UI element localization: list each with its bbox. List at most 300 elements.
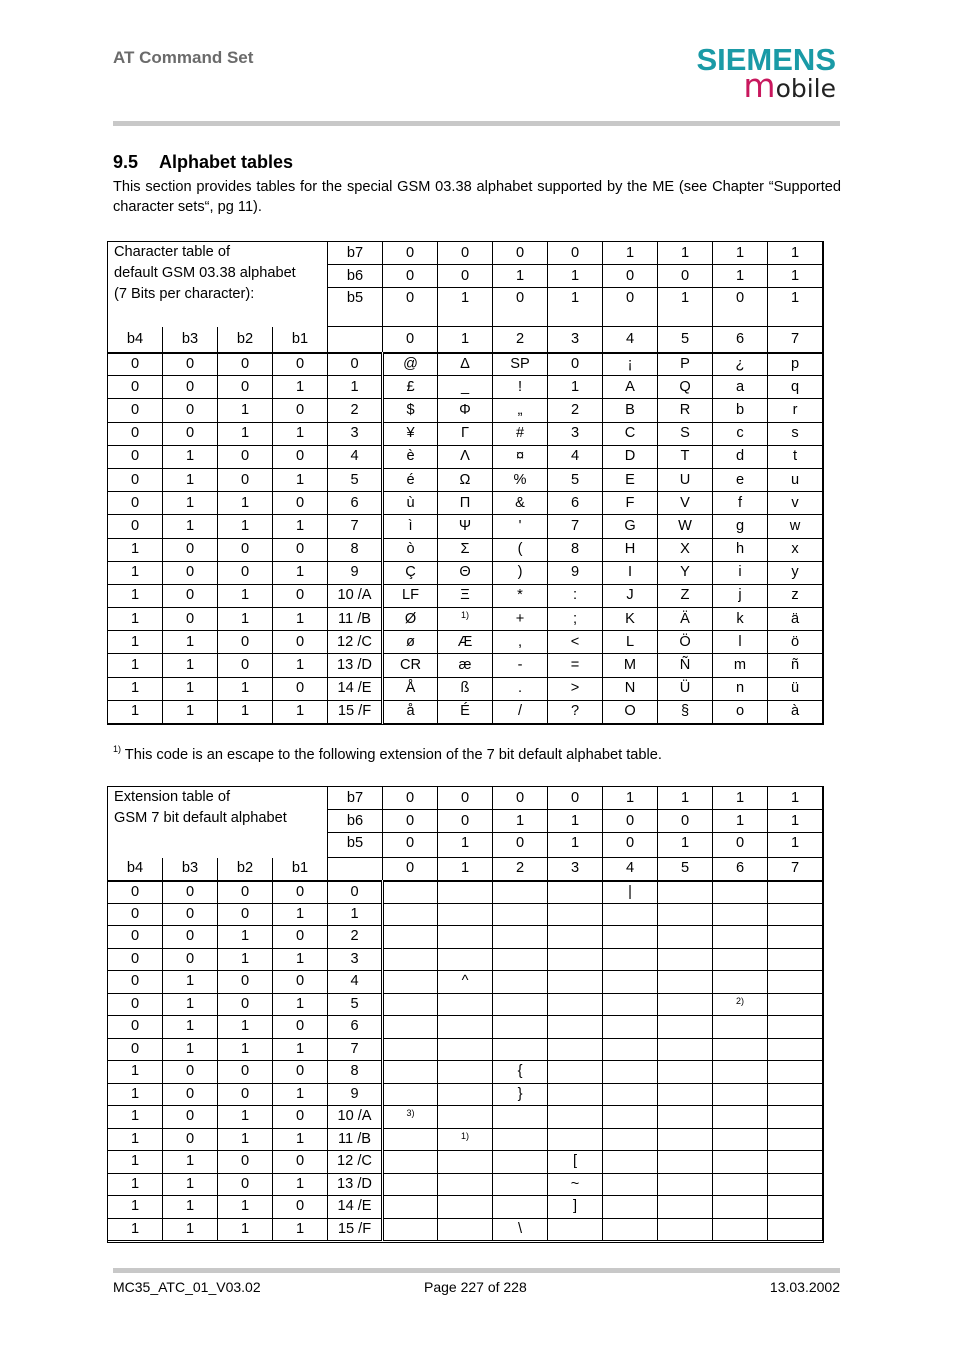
table-cell: \ (493, 1218, 548, 1241)
table-cell: s (768, 422, 823, 445)
table-cell: 5 (548, 468, 603, 491)
column-header-cell: 7 (768, 858, 823, 881)
table-cell: ß (438, 677, 493, 700)
bit-cell: 1 (438, 833, 493, 858)
table-cell (658, 971, 713, 994)
footnote-mark: 3) (406, 1108, 415, 1118)
table-cell: M (603, 654, 658, 677)
table-cell: % (493, 468, 548, 491)
table-row (108, 1196, 823, 1219)
column-header-cell: 2 (493, 858, 548, 881)
table-cell: 1 (218, 515, 273, 538)
table-cell (493, 993, 548, 1016)
bit-cell: 1 (768, 787, 823, 810)
table-cell: 0 (218, 881, 273, 904)
table-cell: 4 (548, 445, 603, 468)
table-cell (548, 881, 603, 904)
table-cell (658, 1196, 713, 1219)
logo-brand: SIEMENS (696, 42, 836, 77)
table-cell: 0 (218, 468, 273, 491)
table-cell: 1 (218, 1128, 273, 1151)
table-cell (713, 1218, 768, 1241)
table-cell: 0 (273, 492, 328, 515)
table-cell: J (603, 584, 658, 607)
table-cell (768, 903, 823, 926)
bit-cell: 1 (658, 242, 713, 265)
bit-cell: 0 (438, 810, 493, 833)
table-cell (768, 1016, 823, 1039)
table-cell (713, 1151, 768, 1174)
table-cell: 0 (108, 1038, 163, 1061)
table-label-line: (7 Bits per character): (114, 286, 255, 302)
table-cell: 1 (163, 1151, 218, 1174)
table-cell (658, 1128, 713, 1151)
table-cell (493, 1173, 548, 1196)
table-row (108, 1106, 823, 1129)
table-cell: A (603, 376, 658, 399)
table-row (108, 561, 823, 584)
table-cell (713, 948, 768, 971)
table-cell: 1 (108, 608, 163, 631)
table-cell (658, 993, 713, 1016)
table-cell (603, 993, 658, 1016)
table-cell: 0 (108, 993, 163, 1016)
table-cell: ¿ (713, 353, 768, 376)
table-cell: } (493, 1083, 548, 1106)
bit-cell: 1 (713, 810, 768, 833)
table-cell: 0 (273, 399, 328, 422)
table-cell: 1 (273, 515, 328, 538)
table-cell: 1 (163, 971, 218, 994)
table-cell (383, 881, 438, 904)
table-cell (713, 1128, 768, 1151)
table-cell: a (713, 376, 768, 399)
table-cell: 1 (163, 1218, 218, 1241)
table-cell (603, 1218, 658, 1241)
table-cell: 1 (328, 376, 383, 399)
table-cell (713, 993, 768, 1016)
table-cell: 1 (273, 993, 328, 1016)
table-cell: 1 (273, 700, 328, 723)
table-cell: Ç (383, 561, 438, 584)
table-cell: Σ (438, 538, 493, 561)
table-cell: Γ (438, 422, 493, 445)
table-cell: 1 (273, 1128, 328, 1151)
table-cell: 1 (163, 1038, 218, 1061)
table-cell (603, 1128, 658, 1151)
table-cell: Φ (438, 399, 493, 422)
table-cell: 1 (108, 561, 163, 584)
column-header-row (108, 858, 823, 881)
table-cell (383, 1016, 438, 1039)
table-cell: i (713, 561, 768, 584)
table-cell: Ω (438, 468, 493, 491)
table-cell: 0 (218, 538, 273, 561)
table-cell (548, 993, 603, 1016)
table-cell: 0 (273, 353, 328, 376)
table-cell: 1 (218, 584, 273, 607)
table-cell: > (548, 677, 603, 700)
table-cell: b (713, 399, 768, 422)
table-cell (493, 1196, 548, 1219)
footer-rule (113, 1268, 840, 1273)
table-cell: # (493, 422, 548, 445)
table-label (108, 242, 328, 327)
bit-cell: 0 (493, 242, 548, 265)
table-cell: R (658, 399, 713, 422)
table-cell (493, 903, 548, 926)
table-cell (383, 926, 438, 949)
table-cell (768, 948, 823, 971)
table-cell: o (713, 700, 768, 723)
table-cell: 1 (163, 492, 218, 515)
column-header-cell: 3 (548, 858, 603, 881)
table-cell (383, 903, 438, 926)
table-cell: 1 (218, 1106, 273, 1129)
table-cell: 1 (108, 1151, 163, 1174)
table-cell: 1 (218, 608, 273, 631)
bit-cell: 0 (438, 265, 493, 288)
table-cell: 0 (218, 445, 273, 468)
table-cell (493, 1128, 548, 1151)
table-cell: ö (768, 631, 823, 654)
bit-cell: 0 (658, 265, 713, 288)
table-cell (658, 1106, 713, 1129)
table-cell (768, 971, 823, 994)
column-header-cell: 3 (548, 327, 603, 353)
table-cell (383, 1196, 438, 1219)
table-cell: 0 (163, 1061, 218, 1084)
table-cell: Ü (658, 677, 713, 700)
default-alphabet-table (107, 241, 823, 724)
table-cell (713, 1061, 768, 1084)
bit-cell: 1 (548, 265, 603, 288)
table-cell: 0 (273, 926, 328, 949)
table-cell: _ (438, 376, 493, 399)
table-cell (548, 971, 603, 994)
table-cell: Θ (438, 561, 493, 584)
table-cell: H (603, 538, 658, 561)
table-cell (438, 948, 493, 971)
table-cell: 1 (108, 654, 163, 677)
table-cell (438, 1061, 493, 1084)
column-header-cell (328, 858, 383, 881)
bit-row-b7 (108, 242, 823, 265)
table-cell: 0 (218, 376, 273, 399)
table-cell: 0 (163, 881, 218, 904)
table-cell: 0 (163, 584, 218, 607)
table-cell: 1 (218, 1218, 273, 1241)
table-cell: 1 (108, 1083, 163, 1106)
table-cell: p (768, 353, 823, 376)
table-cell (603, 1106, 658, 1129)
table-label-line: Character table of (114, 244, 231, 260)
bit-cell: 1 (548, 833, 603, 858)
table-cell: $ (383, 399, 438, 422)
table-cell: 4 (328, 445, 383, 468)
table-cell (603, 971, 658, 994)
table-cell: 0 (218, 903, 273, 926)
table-cell: § (658, 700, 713, 723)
column-header-cell: b3 (163, 858, 218, 881)
footer-doc-id: MC35_ATC_01_V03.02 (113, 1279, 261, 1295)
table-cell: 10 /A (328, 584, 383, 607)
table-cell: W (658, 515, 713, 538)
table-cell: u (768, 468, 823, 491)
section-intro: This section provides tables for the special GSM 03.38 alphabet supported by the ME (see Chapter “Supported character sets“, pg 11). (113, 179, 841, 215)
column-header-row (108, 327, 823, 353)
table-cell: 1 (218, 677, 273, 700)
table-cell: 1 (273, 376, 328, 399)
table-cell: 0 (328, 353, 383, 376)
table-row (108, 399, 823, 422)
table-cell (493, 948, 548, 971)
table-cell: É (438, 700, 493, 723)
table-cell: 1 (108, 1196, 163, 1219)
table-row (108, 1173, 823, 1196)
table-cell: + (493, 608, 548, 631)
table-cell (438, 1196, 493, 1219)
table-cell: Å (383, 677, 438, 700)
table-row (108, 1083, 823, 1106)
table-cell (383, 1038, 438, 1061)
bit-cell: 0 (383, 810, 438, 833)
table-cell (713, 971, 768, 994)
table-cell: 1 (108, 538, 163, 561)
footnote: $^{1)}$ This code is an escape to the following extension of the 7 bit default alphabet table. (113, 744, 662, 763)
table-cell (548, 903, 603, 926)
table-row (108, 584, 823, 607)
bit-label-cell: b5 (328, 833, 383, 858)
table-cell (713, 1173, 768, 1196)
bit-cell: 1 (658, 787, 713, 810)
header-rule (113, 121, 840, 126)
table-cell: 1 (273, 1218, 328, 1241)
table-cell: 1 (163, 1196, 218, 1219)
table-cell: 1 (218, 948, 273, 971)
bit-cell: 1 (658, 288, 713, 327)
table-cell: 6 (548, 492, 603, 515)
table-cell: 1 (218, 492, 273, 515)
table-cell: : (548, 584, 603, 607)
table-cell (658, 1151, 713, 1174)
table-cell: l (713, 631, 768, 654)
table-cell (548, 948, 603, 971)
table-cell: 0 (273, 584, 328, 607)
table-row (108, 881, 823, 904)
table-row (108, 515, 823, 538)
table-cell (658, 903, 713, 926)
table-row (108, 608, 823, 631)
table-cell: Ñ (658, 654, 713, 677)
table-cell: LF (383, 584, 438, 607)
extension-table (107, 786, 823, 1241)
table-row (108, 1016, 823, 1039)
table-cell: 1 (218, 399, 273, 422)
table-cell: ò (383, 538, 438, 561)
table-cell: x (768, 538, 823, 561)
table-cell (713, 1196, 768, 1219)
table-cell: ø (383, 631, 438, 654)
table-cell: Ψ (438, 515, 493, 538)
bit-label-cell: b6 (328, 810, 383, 833)
table-cell (548, 1038, 603, 1061)
column-header-cell: 5 (658, 327, 713, 353)
table-cell: ù (383, 492, 438, 515)
table-cell (768, 1061, 823, 1084)
table-cell (383, 1061, 438, 1084)
table-cell: 5 (328, 468, 383, 491)
bit-cell: 1 (603, 242, 658, 265)
column-header-cell: 2 (493, 327, 548, 353)
table-cell: ! (493, 376, 548, 399)
table-cell: 0 (273, 881, 328, 904)
bit-cell: 0 (603, 265, 658, 288)
table-cell (768, 1083, 823, 1106)
table-cell (438, 1083, 493, 1106)
table-cell (383, 971, 438, 994)
table-cell (438, 903, 493, 926)
bit-cell: 1 (768, 242, 823, 265)
table-cell: 1 (163, 515, 218, 538)
table-cell (438, 1016, 493, 1039)
table-cell (548, 1106, 603, 1129)
table-cell (768, 1038, 823, 1061)
table-cell: h (713, 538, 768, 561)
bit-cell: 0 (658, 810, 713, 833)
table-row (108, 993, 823, 1016)
table-cell: ' (493, 515, 548, 538)
table-cell: 7 (548, 515, 603, 538)
table-cell: K (603, 608, 658, 631)
table-cell: | (603, 881, 658, 904)
table-cell: 15 /F (328, 700, 383, 723)
table-cell: 2 (328, 399, 383, 422)
siemens-mobile-logo (696, 42, 836, 105)
bit-cell: 0 (383, 833, 438, 858)
table-cell: 0 (273, 1061, 328, 1084)
table-cell (438, 1218, 493, 1241)
table-row (108, 971, 823, 994)
table-cell: 1 (108, 1061, 163, 1084)
table-cell (438, 1128, 493, 1151)
bit-cell: 1 (713, 265, 768, 288)
footer-page: Page 227 of 228 (424, 1279, 527, 1295)
bit-cell: 0 (383, 265, 438, 288)
table-cell: P (658, 353, 713, 376)
table-cell: n (713, 677, 768, 700)
table-cell: 0 (108, 492, 163, 515)
table-cell (438, 1106, 493, 1129)
table-cell: 2 (328, 926, 383, 949)
table-cell: ) (493, 561, 548, 584)
bit-cell: 0 (713, 288, 768, 327)
table-cell: Z (658, 584, 713, 607)
table-cell (658, 1061, 713, 1084)
table-cell (713, 1083, 768, 1106)
table-cell: 1 (108, 1218, 163, 1241)
table-cell (768, 993, 823, 1016)
table-cell: ; (548, 608, 603, 631)
table-cell: 1 (218, 1196, 273, 1219)
table-cell: E (603, 468, 658, 491)
table-cell: Ä (658, 608, 713, 631)
table-cell: 0 (108, 468, 163, 491)
table-cell: ^ (438, 971, 493, 994)
table-cell: T (658, 445, 713, 468)
table-cell: 1 (163, 993, 218, 1016)
table-cell: 0 (273, 1106, 328, 1129)
table-row (108, 700, 823, 723)
table-cell (383, 1128, 438, 1151)
table-row (108, 677, 823, 700)
table-cell: 1 (163, 1016, 218, 1039)
table-cell: 0 (108, 903, 163, 926)
table-cell: e (713, 468, 768, 491)
bit-cell: 0 (713, 833, 768, 858)
table-cell: 0 (218, 561, 273, 584)
bit-cell: 1 (603, 787, 658, 810)
table-cell: 1 (273, 654, 328, 677)
table-cell: @ (383, 353, 438, 376)
table-cell: 1 (218, 700, 273, 723)
table-cell: 0 (273, 677, 328, 700)
table-cell: Ø (383, 608, 438, 631)
table-cell: 13 /D (328, 654, 383, 677)
table-cell: 6 (328, 492, 383, 515)
table-cell: 1 (273, 903, 328, 926)
column-header-cell: b4 (108, 327, 163, 353)
table-cell: X (658, 538, 713, 561)
table-cell: 0 (273, 971, 328, 994)
table-label-line: default GSM 03.38 alphabet (114, 265, 296, 281)
table-row (108, 422, 823, 445)
table-cell: C (603, 422, 658, 445)
column-header-cell: b4 (108, 858, 163, 881)
table-cell: 1 (163, 1173, 218, 1196)
bit-cell: 1 (768, 265, 823, 288)
table-cell (768, 1196, 823, 1219)
table-cell: 0 (163, 353, 218, 376)
table-cell: 12 /C (328, 631, 383, 654)
table-cell (603, 1061, 658, 1084)
table-cell: 0 (273, 1196, 328, 1219)
column-header-cell: b1 (273, 858, 328, 881)
table-cell (713, 881, 768, 904)
table-cell: CR (383, 654, 438, 677)
table-cell: 1 (163, 654, 218, 677)
table-cell: Ξ (438, 584, 493, 607)
table-cell (768, 1151, 823, 1174)
table-cell: 1 (273, 561, 328, 584)
table-row (108, 1218, 823, 1241)
table-cell: 0 (163, 1128, 218, 1151)
table-cell: 1 (273, 948, 328, 971)
table-cell: V (658, 492, 713, 515)
table-cell: 0 (218, 993, 273, 1016)
table-cell: 1 (218, 1016, 273, 1039)
bit-cell: 1 (713, 787, 768, 810)
table-cell: 1 (163, 677, 218, 700)
column-header-cell: 4 (603, 327, 658, 353)
bit-cell: 0 (383, 242, 438, 265)
table-cell (768, 881, 823, 904)
bit-cell: 1 (493, 265, 548, 288)
column-header-cell: b1 (273, 327, 328, 353)
table-cell (713, 1038, 768, 1061)
table-cell: 0 (163, 903, 218, 926)
bit-cell: 0 (493, 833, 548, 858)
